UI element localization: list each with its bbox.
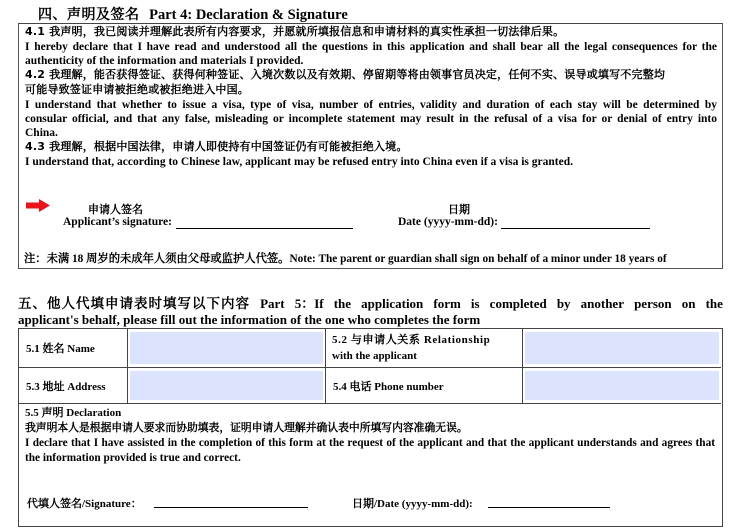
minor-signature-note: 注：未满 18 周岁的未成年人须由父母或监护人代签。Note: The parent or guardian shall sign on behalf of a minor under 18 years of bbox=[24, 253, 667, 265]
phone-input[interactable] bbox=[525, 371, 719, 400]
part5-table bbox=[18, 328, 723, 527]
item-4-2-zh-line1: 4.2 我理解，能否获得签证、获得何种签证、入境次数以及有效期、停留期等将由领事官员决定，任何不实、误导或填写不完整均 bbox=[25, 68, 666, 81]
declaration-heading: 5.5 声明 Declaration bbox=[25, 407, 122, 419]
address-cell bbox=[128, 368, 326, 404]
name-label-text: 5.1 姓名 Name bbox=[26, 343, 95, 355]
name-label bbox=[19, 329, 128, 368]
phone-cell bbox=[523, 368, 721, 404]
part5-title-word: completed bbox=[489, 296, 547, 311]
phone-label bbox=[326, 368, 523, 404]
part5-title-word: the bbox=[333, 296, 352, 311]
name-input[interactable] bbox=[130, 332, 323, 364]
declaration-section bbox=[19, 403, 721, 525]
part5-title bbox=[18, 296, 723, 328]
applicant-signature-label-zh: 申请人签名 bbox=[88, 203, 143, 216]
item-4-3-zh: 4.3 我理解，根据中国法律，申请人即使持有中国签证仍有可能被拒绝入境。 bbox=[25, 140, 408, 153]
part5-title-line2: applicant's behalf, please fill out the information of the one who completes the form bbox=[18, 312, 481, 327]
part5-title-word: 5：If bbox=[294, 296, 324, 311]
address-input[interactable] bbox=[130, 371, 323, 400]
part5-title-word: is bbox=[470, 296, 480, 311]
part4-title-zh: 四、声明及签名 bbox=[38, 7, 140, 23]
part5-title-word: Part bbox=[260, 296, 285, 311]
preparer-date-field[interactable] bbox=[488, 507, 610, 508]
phone-label-text: 5.4 电话 Phone number bbox=[333, 380, 444, 393]
item-4-3-en: I understand that, according to Chinese law, applicant may be refused entry into China even if a visa is granted. bbox=[25, 156, 573, 168]
address-label bbox=[19, 368, 128, 404]
item-4-2-en-line2: consular official, and that any false, misleading or incomplete statement may result in the refusal of a visa for or denial of entry into bbox=[25, 113, 717, 125]
applicant-signature-field[interactable] bbox=[176, 228, 353, 229]
relationship-label-line2: with the applicant bbox=[332, 350, 417, 362]
declaration-zh: 我声明本人是根据申请人要求而协助填表，证明申请人理解并确认表中所填写内容准确无误。 bbox=[25, 421, 468, 434]
applicant-signature-label-en: Applicant’s signature: bbox=[63, 216, 172, 228]
address-label-text: 5.3 地址 Address bbox=[26, 380, 106, 393]
preparer-date-label: 日期/Date (yyyy-mm-dd): bbox=[352, 498, 473, 510]
relationship-input[interactable] bbox=[525, 332, 719, 364]
applicant-date-field[interactable] bbox=[501, 228, 650, 229]
red-arrow-right-icon bbox=[26, 199, 50, 212]
part5-title-word: person bbox=[634, 296, 672, 311]
item-4-2-en-line3: China. bbox=[25, 127, 58, 139]
item-4-1-en-line1: I hereby declare that I have read and understood all the questions in this application and shall bear all the legal consequences for the bbox=[25, 41, 717, 53]
relationship-cell bbox=[523, 329, 721, 368]
part4-declaration-box bbox=[18, 23, 723, 269]
part5-title-word: by bbox=[556, 296, 571, 311]
declaration-en: I declare that I have assisted in the completion of this form at the request of the applicant and that the applicant understands and agrees that the information provided is true and correct. bbox=[25, 437, 715, 464]
item-4-1-zh: 4.1 我声明，我已阅读并理解此表所有内容要求，并愿就所填报信息和申请材料的真实性承担一切法律后果。 bbox=[25, 25, 565, 38]
part4-title bbox=[38, 4, 348, 24]
part5-title-word: form bbox=[433, 296, 461, 311]
name-cell bbox=[128, 329, 326, 368]
part5-title-word: application bbox=[361, 296, 424, 311]
relationship-label-line1-wrap bbox=[332, 332, 516, 348]
part5-title-zh: 五、他人代填申请表时填写以下内容 bbox=[18, 296, 250, 312]
item-4-2-en-line1: I understand that whether to issue a visa, type of visa, number of entries, validity and duration of each stay will be determined by bbox=[25, 99, 717, 111]
relationship-label bbox=[326, 329, 523, 368]
part5-title-word: the bbox=[705, 296, 723, 311]
part5-title-word: another bbox=[580, 296, 624, 311]
relationship-label-line1: 5.2 与申请人关系 Relationship bbox=[332, 334, 491, 346]
part5-title-line1 bbox=[18, 296, 723, 312]
applicant-date-label-zh: 日期 bbox=[448, 203, 470, 216]
part5-title-word: on bbox=[681, 296, 696, 311]
item-4-1-en-line2: authenticity of the information and materials I provided. bbox=[25, 55, 304, 67]
preparer-signature-label: 代填人签名/Signature： bbox=[27, 498, 142, 510]
applicant-date-label-en: Date (yyyy-mm-dd): bbox=[398, 216, 498, 228]
part4-title-en: Part 4: Declaration & Signature bbox=[149, 7, 348, 23]
preparer-signature-field[interactable] bbox=[154, 507, 308, 508]
item-4-2-zh-line2: 可能导致签证申请被拒绝或被拒绝进入中国。 bbox=[25, 83, 249, 96]
